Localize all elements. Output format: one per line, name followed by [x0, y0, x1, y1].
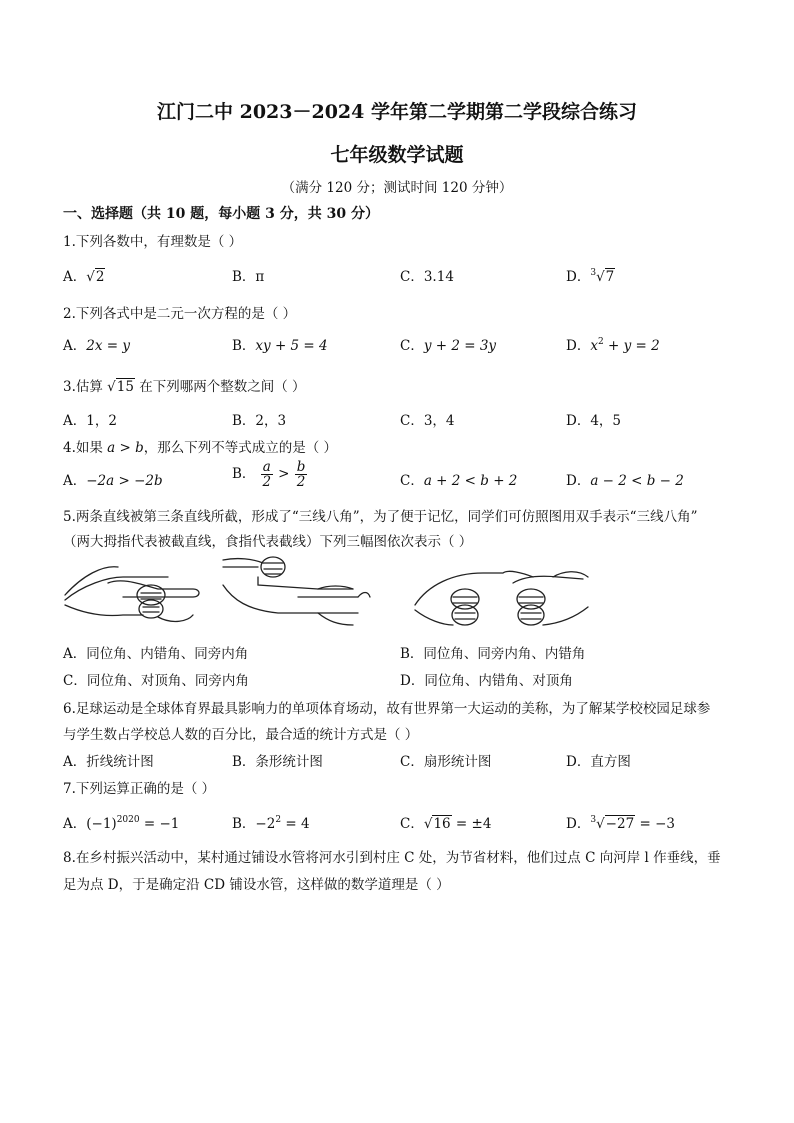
q1-option-c: C．3.14	[400, 269, 454, 285]
question-2-stem: 2.下列各式中是二元一次方程的是（ ）	[63, 306, 297, 322]
question-5-line-1: 5.两条直线被第三条直线所截，形成了“三线八角”，为了便于记忆，同学们可仿照图用双手表示“三线八角”	[63, 509, 698, 525]
q7-option-b: B．$-2^2 = 4$	[232, 815, 310, 832]
section-heading: 一、选择题（共 10 题，每小题 3 分，共 30 分）	[63, 206, 379, 222]
exam-note: （满分 120 分；测试时间 120 分钟）	[281, 180, 513, 196]
q5-option-d: D．同位角、内错角、对顶角	[400, 673, 573, 689]
q7-option-c: C．√16 = ±4	[400, 816, 492, 832]
q6-option-b: B．条形统计图	[232, 754, 323, 770]
q6-option-a: A．折线统计图	[63, 754, 154, 770]
q3-option-d: D．4，5	[566, 413, 622, 429]
q1-option-a: A．√2	[63, 269, 105, 285]
q3-option-c: C．3，4	[400, 413, 455, 429]
hands-figure-3	[415, 571, 588, 625]
q7-option-a: A．$(-1)^{2020} = -1$	[63, 815, 180, 832]
question-6-line-1: 6.足球运动是全球体育界最具影响力的单项体育场动，故有世界第一大运动的美称，为了解某学校校园足球参	[63, 701, 711, 717]
q5-option-a: A．同位角、内错角、同旁内角	[63, 646, 249, 662]
hands-figure-2	[223, 557, 370, 625]
hands-illustration	[63, 555, 733, 635]
question-8-line-2: 足为点 D，于是确定沿 CD 铺设水管，这样做的数学道理是（ ）	[63, 877, 450, 893]
question-4-stem: 4.如果 a > b，那么下列不等式成立的是（ ）	[63, 440, 338, 456]
q2-option-b: B．xy + 5 = 4	[232, 338, 328, 354]
question-1-stem: 1.下列各数中，有理数是（ ）	[63, 234, 243, 250]
question-3-stem: 3.估算 √15 在下列哪两个整数之间（ ）	[63, 379, 306, 395]
q2-option-d: D．$x^2 + y = 2$	[566, 337, 660, 354]
question-5-line-2: （两大拇指代表被截直线，食指代表截线）下列三幅图依次表示（ ）	[63, 534, 473, 550]
hands-figure-1	[65, 567, 199, 622]
q2-option-a: A．2x = y	[63, 338, 130, 354]
q5-option-c: C．同位角、对顶角、同旁内角	[63, 673, 249, 689]
q4-option-b: B． $\frac{a}{2}$ > $\frac{b}{2}$	[232, 459, 306, 490]
q4-option-c: C．a + 2 < b + 2	[400, 473, 518, 489]
question-7-stem: 7.下列运算正确的是（ ）	[63, 781, 216, 797]
q6-option-c: C．扇形统计图	[400, 754, 492, 770]
q3-option-a: A．1，2	[63, 413, 117, 429]
question-8-line-1: 8.在乡村振兴活动中，某村通过铺设水管将河水引到村庄 C 处，为节省材料，他们过点 C 向河岸 l 作垂线，垂	[63, 850, 721, 866]
q5-option-b: B．同位角、同旁内角、内错角	[400, 646, 586, 662]
q4-option-d: D．a − 2 < b − 2	[566, 473, 684, 489]
q6-option-d: D．直方图	[566, 754, 631, 770]
q1-option-d: D．$^3$√7	[566, 268, 615, 285]
q2-option-c: C．y + 2 = 3y	[400, 338, 497, 354]
exam-title: 江门二中 2023－2024 学年第二学期第二学段综合练习	[157, 101, 637, 123]
q4-option-a: A．−2a > −2b	[63, 473, 163, 489]
q3-option-b: B．2，3	[232, 413, 287, 429]
q1-option-b: B．π	[232, 269, 265, 285]
question-6-line-2: 与学生数占学校总人数的百分比，最合适的统计方式是（ ）	[63, 727, 419, 743]
q7-option-d: D．$^3$√−27 = −3	[566, 815, 675, 832]
exam-subtitle: 七年级数学试题	[330, 144, 464, 166]
